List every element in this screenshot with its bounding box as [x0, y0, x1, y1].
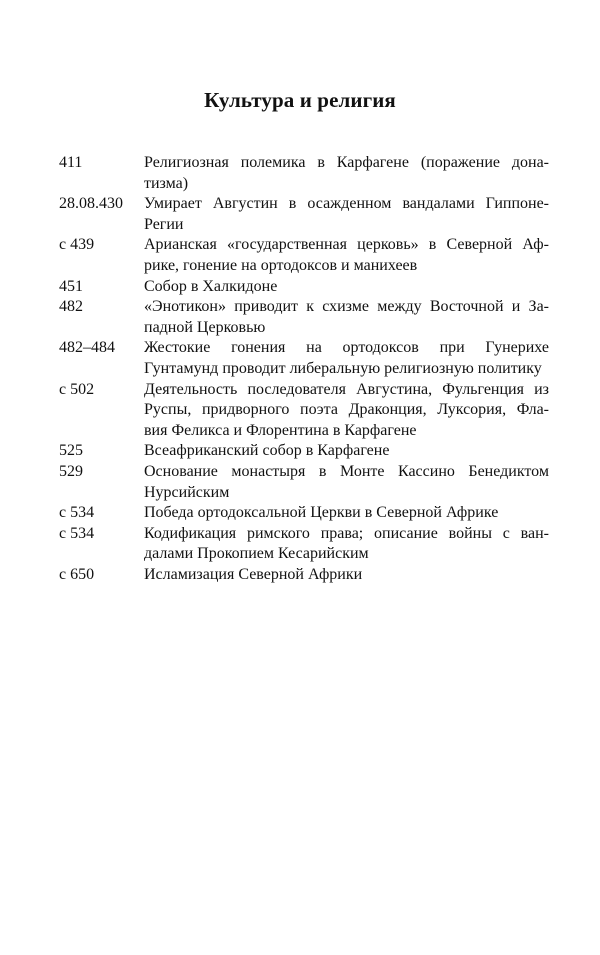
entry-text-line: вия Феликса и Флорентина в Карфагене: [144, 421, 417, 439]
entry-date: 411: [59, 154, 83, 171]
entry-date: с 534: [59, 504, 95, 522]
entry-text: [144, 524, 549, 565]
chronology-entry: [59, 297, 549, 338]
entry-date: с 439: [59, 236, 95, 254]
entry-text: [144, 565, 549, 586]
entry-text-line: «Энотикон» приводит к схизме между Восточной и За-: [144, 298, 549, 316]
entry-date: 529: [59, 462, 83, 480]
entry-text-line: Жестокие гонения на ортодоксов при Гунерихе: [144, 339, 549, 357]
chronology-entry: [59, 277, 549, 298]
entry-text-line: рике, гонение на ортодоксов и манихеев: [144, 256, 418, 274]
entry-text-line: Гунтамунд проводит либеральную религиозную политику: [144, 359, 542, 377]
entry-date: 451: [59, 277, 83, 295]
entry-text-line: Нурсийским: [144, 483, 230, 501]
chronology-entry: [59, 503, 549, 524]
entry-text-line: Всеафриканский собор в Карфагене: [144, 442, 390, 460]
entry-text-line: Деятельность последователя Августина, Фульгенция из: [144, 380, 549, 398]
entry-text: [144, 153, 549, 194]
entry-text-line: падной Церковью: [144, 318, 266, 336]
chronology-entry: [59, 524, 549, 565]
entry-date: 482–484: [59, 339, 115, 357]
entry-text-line: Победа ортодоксальной Церкви в Северной Африке: [144, 504, 499, 522]
entry-text-line: Арианская «государственная церковь» в Северной Аф-: [144, 236, 549, 254]
entry-text: [144, 297, 549, 338]
entry-text: [144, 380, 549, 442]
entry-date: 482: [59, 298, 83, 316]
chronology-entry: [59, 338, 549, 379]
entry-text-line: Руспы, придворного поэта Драконция, Луксория, Фла-: [144, 401, 549, 419]
entry-text: [144, 462, 549, 503]
entry-date: с 650: [59, 565, 95, 583]
chronology-entry: [59, 462, 549, 503]
entry-text: [144, 338, 549, 379]
entry-text-line: Исламизация Северной Африки: [144, 565, 363, 583]
entry-text-line: Кодификация римского права; описание войны с ван-: [144, 524, 549, 542]
entry-text-line: далами Прокопием Кесарийским: [144, 545, 369, 563]
chronology-entry: [59, 194, 549, 235]
chronology-entry: [59, 380, 549, 442]
entry-text: [144, 194, 549, 235]
entry-text-line: Регии: [144, 215, 184, 233]
entry-text-line: Религиозная полемика в Карфагене (поражение дона-: [144, 154, 549, 171]
entry-text-line: Основание монастыря в Монте Кассино Бенедиктом: [144, 462, 549, 480]
chronology-entry: [59, 441, 549, 462]
entry-date: с 534: [59, 524, 95, 542]
chronology-entry: [59, 565, 549, 586]
entry-text: [144, 235, 549, 276]
entry-text: [144, 277, 549, 298]
entry-date: с 502: [59, 380, 95, 398]
entry-text-line: тизма): [144, 174, 189, 192]
chronology-entry: [59, 235, 549, 276]
section-title: Культура и религия: [204, 88, 396, 112]
chronology-entry: [59, 153, 549, 194]
entry-text-line: Собор в Халкидоне: [144, 277, 278, 295]
chronology-list: [59, 153, 549, 585]
entry-text: [144, 503, 549, 524]
entry-date: 28.08.430: [59, 195, 123, 213]
entry-date: 525: [59, 442, 83, 460]
entry-text: [144, 441, 549, 462]
entry-text-line: Умирает Августин в осажденном вандалами Гиппоне-: [144, 195, 549, 213]
